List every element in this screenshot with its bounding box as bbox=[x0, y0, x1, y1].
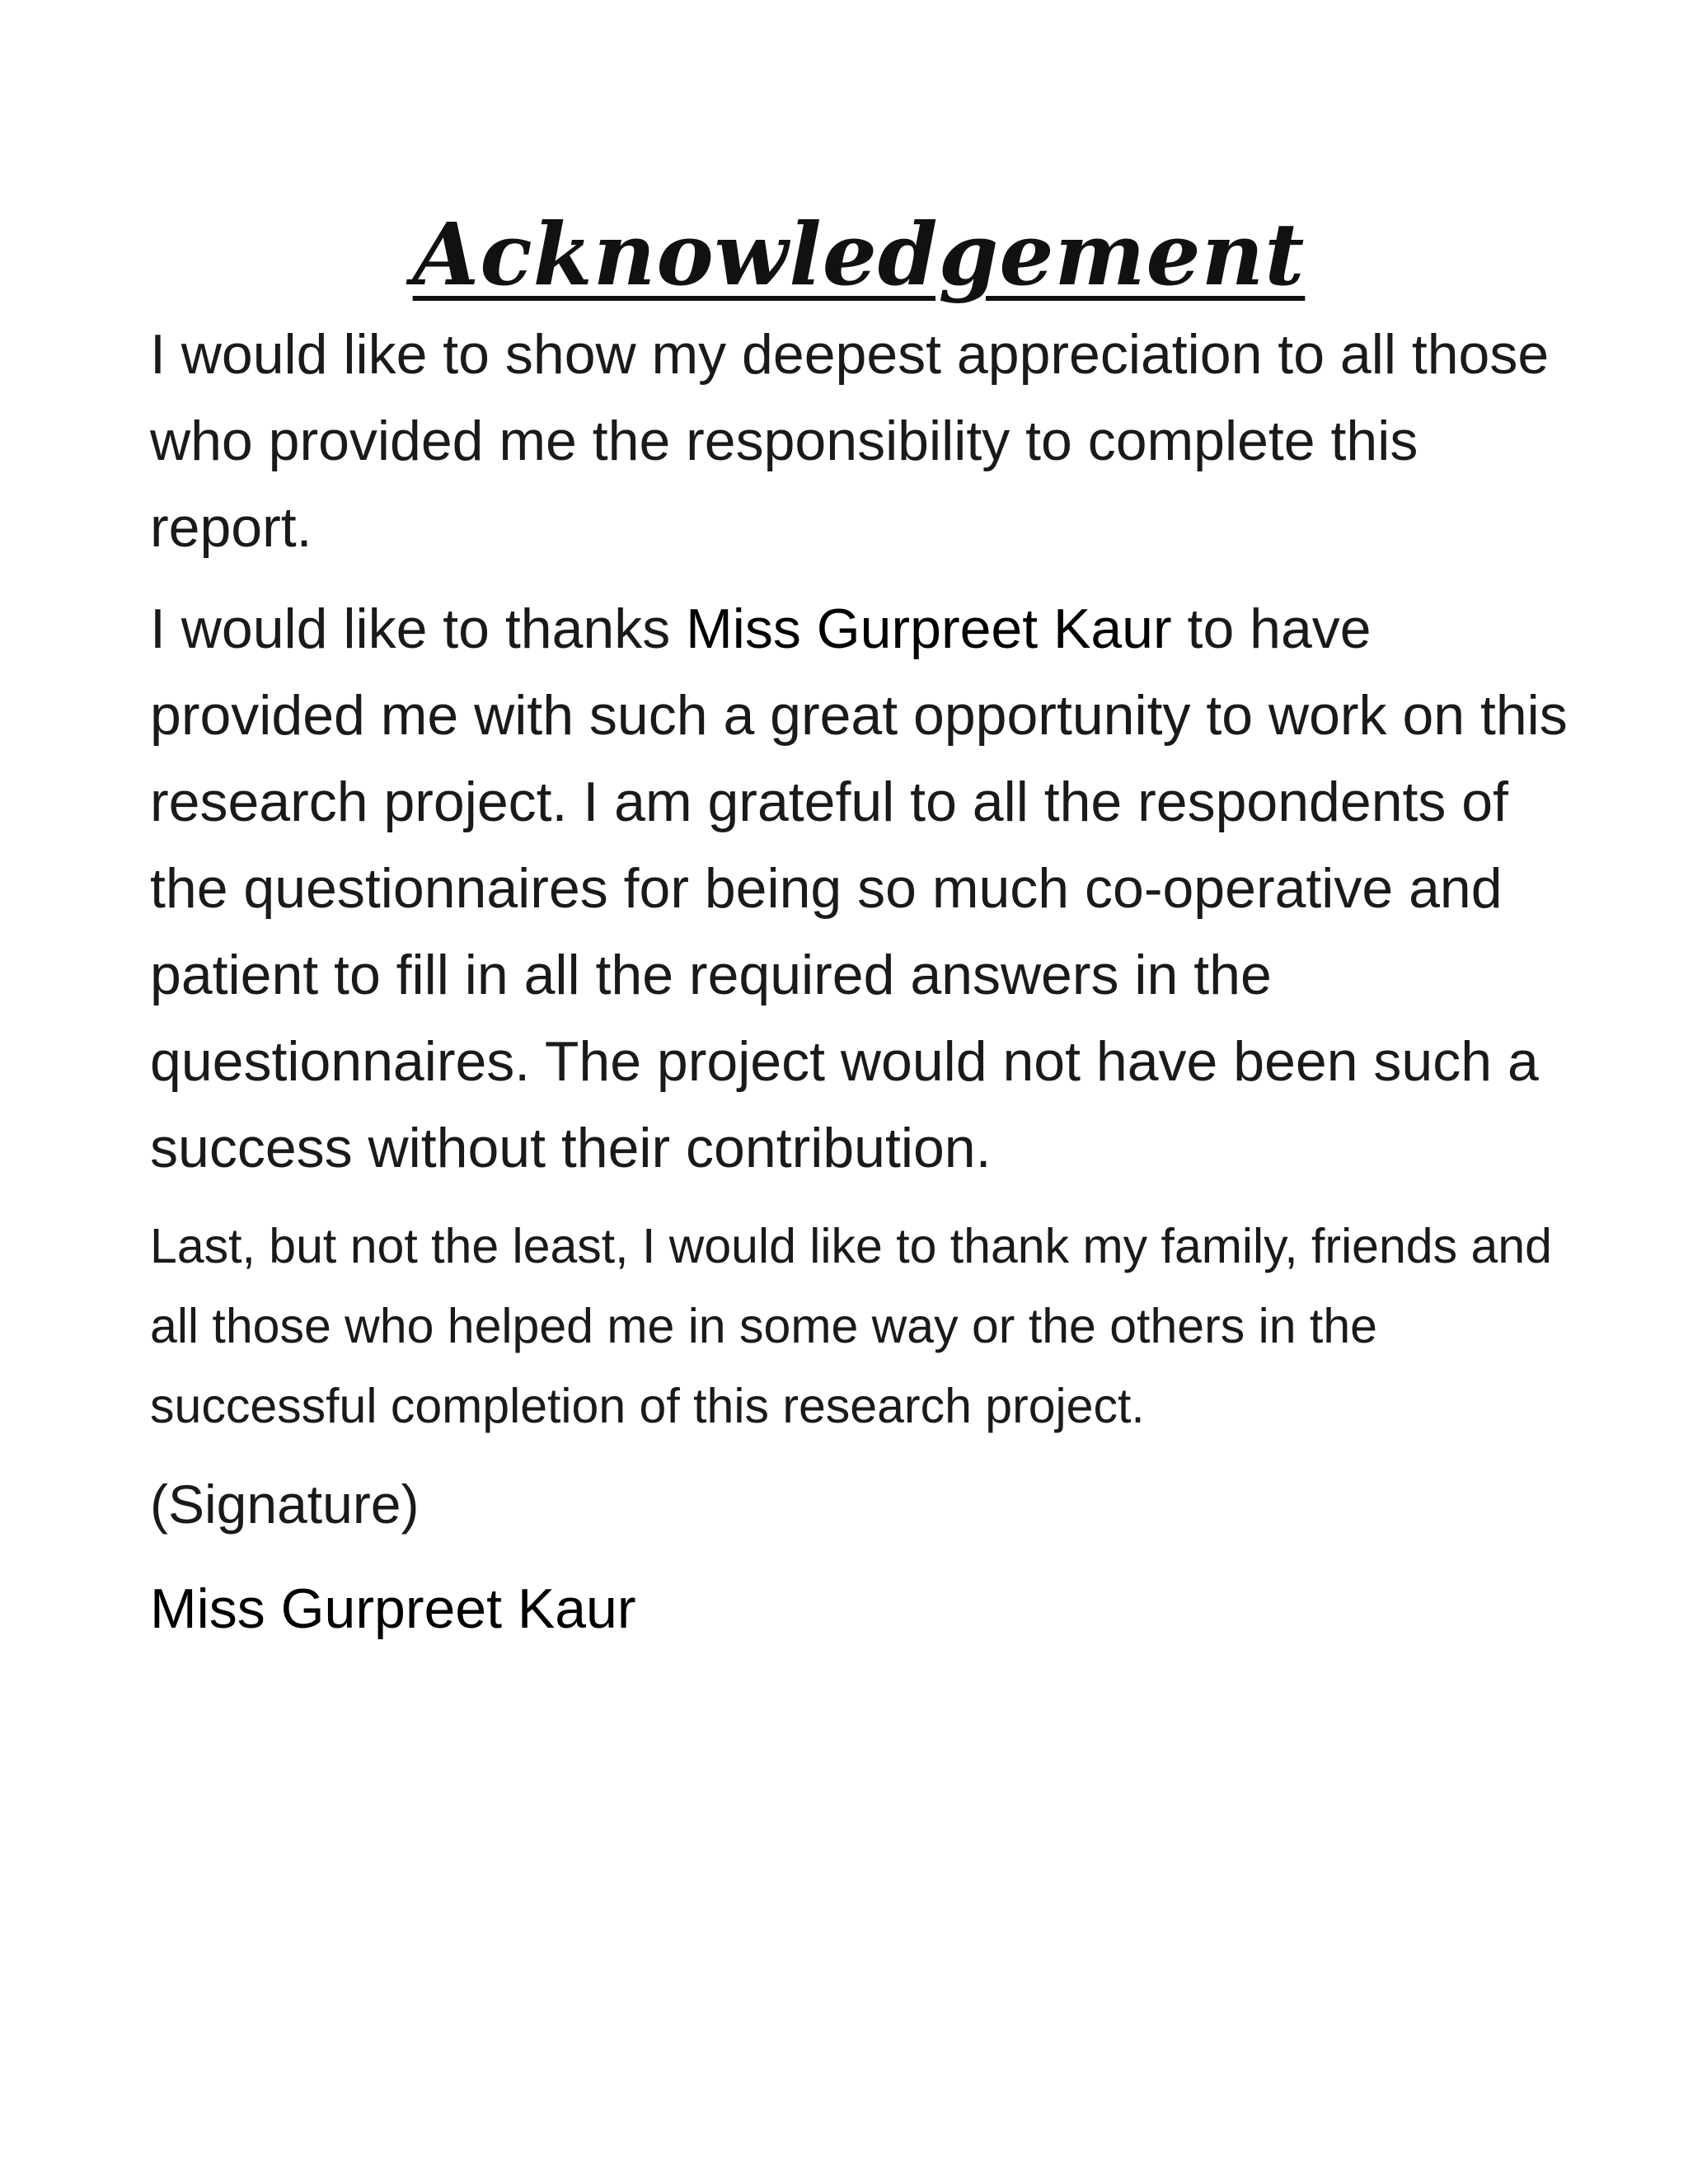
page-title-text: Acknowledgement bbox=[412, 204, 1306, 305]
page-title bbox=[150, 206, 1568, 303]
signature-label: (Signature) bbox=[150, 1474, 420, 1535]
paragraph-thanks-intro: I would like to thanks bbox=[150, 598, 687, 660]
paragraph-thanks-body: to have provided me with such a great opportunity to work on this research project. I am grateful to all the respondents of the questionnaires for being so much co-operative and patient to fill in all the required answers in the questionnaires. The project would not have been such a success without their contribution. bbox=[150, 598, 1568, 1179]
signature-name: Miss Gurpreet Kaur bbox=[150, 1577, 636, 1640]
paragraph-appreciation: I would like to show my deepest appreciation to all those who provided me the responsibility to complete this report. bbox=[150, 323, 1550, 559]
paragraph-family-thanks: Last, but not the least, I would like to thank my family, friends and all those who helped me in some way or the others in the successful completion of this research project. bbox=[150, 1219, 1552, 1433]
highlighted-name: Miss Gurpreet Kaur bbox=[686, 598, 1172, 660]
paragraph-thanks bbox=[150, 586, 1568, 1192]
document-page bbox=[150, 206, 1568, 1652]
